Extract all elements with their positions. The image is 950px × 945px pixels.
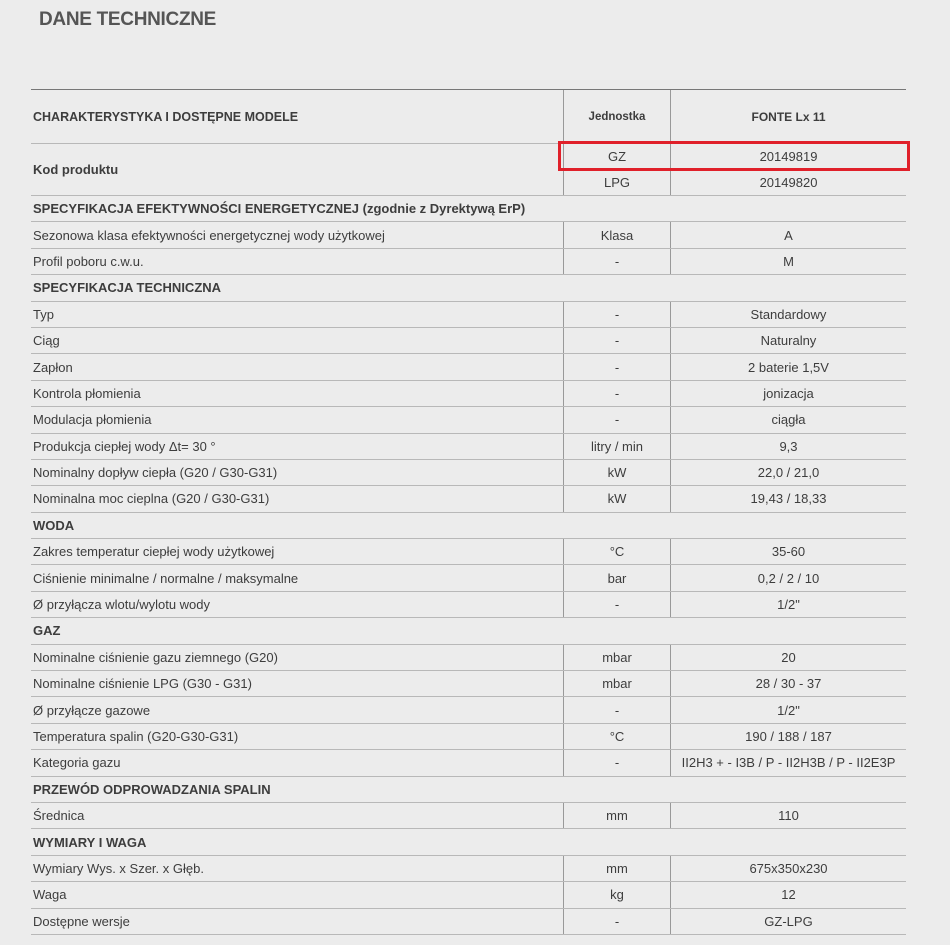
highlight-box [558, 141, 910, 171]
table-header [31, 90, 906, 144]
section-title: PRZEWÓD ODPROWADZANIA SPALIN [33, 781, 271, 797]
row-unit: - [563, 697, 670, 722]
row-label: Kontrola płomienia [33, 385, 141, 401]
row-unit: mbar [563, 645, 670, 670]
row-value: 22,0 / 21,0 [670, 460, 906, 485]
row-unit: mm [563, 856, 670, 881]
row-value: 9,3 [670, 434, 906, 459]
row-label: Średnica [33, 808, 85, 824]
section-title: WYMIARY I WAGA [33, 834, 147, 850]
row-value: Naturalny [670, 328, 906, 353]
row-value: 2 baterie 1,5V [670, 354, 906, 379]
page-title: DANE TECHNICZNE [39, 9, 217, 30]
row-unit: - [563, 750, 670, 775]
section-title: WODA [33, 517, 75, 533]
row-unit: - [563, 407, 670, 432]
row-label: Produkcja ciepłej wody Δt= 30 ° [33, 438, 216, 454]
row-unit: kW [563, 486, 670, 511]
row-label: Ciąg [33, 333, 60, 349]
row-value: 28 / 30 - 37 [670, 671, 906, 696]
row-unit: mm [563, 803, 670, 828]
row-label: Nominalne ciśnienie gazu ziemnego (G20) [33, 649, 278, 665]
row-value: 12 [670, 882, 906, 907]
product-code-value: 20149820 [670, 170, 906, 195]
table-row [31, 222, 906, 248]
section-header [31, 196, 906, 222]
header-unit: Jednostka [563, 90, 670, 143]
table-row [31, 328, 906, 354]
table-row [31, 697, 906, 723]
section-title: SPECYFIKACJA EFEKTYWNOŚCI ENERGETYCZNEJ (zgodnie z Dyrektywą ErP) [33, 201, 526, 217]
row-label: Modulacja płomienia [33, 412, 152, 428]
row-value: II2H3 + - I3B / P - II2H3B / P - II2E3P [670, 750, 906, 775]
table-row [31, 882, 906, 908]
table-row [31, 671, 906, 697]
row-value: A [670, 222, 906, 247]
row-label: Nominalna moc cieplna (G20 / G30-G31) [33, 491, 270, 507]
row-unit: - [563, 328, 670, 353]
section-header [31, 513, 906, 539]
table-row [31, 460, 906, 486]
row-value: 35-60 [670, 539, 906, 564]
table-row [31, 381, 906, 407]
row-unit: - [563, 354, 670, 379]
table-row [31, 803, 906, 829]
table-row [31, 592, 906, 618]
section-title: SPECYFIKACJA TECHNICZNA [33, 280, 222, 296]
row-unit: °C [563, 724, 670, 749]
table-row [31, 486, 906, 512]
row-unit: Klasa [563, 222, 670, 247]
row-unit: °C [563, 539, 670, 564]
row-label: Wymiary Wys. x Szer. x Głęb. [33, 860, 204, 876]
row-label: Zakres temperatur ciepłej wody użytkowej [33, 544, 275, 560]
row-unit: litry / min [563, 434, 670, 459]
row-label: Nominalne ciśnienie LPG (G30 - G31) [33, 676, 252, 692]
row-label: Temperatura spalin (G20-G30-G31) [33, 729, 239, 744]
row-label: Typ [33, 306, 54, 322]
table-row [31, 565, 906, 591]
row-label: Nominalny dopływ ciepła (G20 / G30-G31) [33, 465, 278, 481]
row-unit: kW [563, 460, 670, 485]
row-unit: - [563, 249, 670, 274]
row-value: jonizacja [670, 381, 906, 406]
table-row [31, 539, 906, 565]
product-code-unit: GZ [563, 144, 670, 169]
section-header [31, 777, 906, 803]
row-label: Profil poboru c.w.u. [33, 253, 144, 269]
product-code-unit: LPG [563, 170, 670, 195]
table-row [31, 909, 906, 935]
row-value: 110 [670, 803, 906, 828]
row-value: 1/2" [670, 592, 906, 617]
table-row [31, 407, 906, 433]
row-value: M [670, 249, 906, 274]
row-unit: kg [563, 882, 670, 907]
row-label: Zapłon [33, 359, 73, 375]
row-value: 1/2" [670, 697, 906, 722]
table-row [31, 249, 906, 275]
spec-table [31, 89, 906, 935]
row-value: GZ-LPG [670, 909, 906, 934]
row-value: 675x350x230 [670, 856, 906, 881]
row-value: 19,43 / 18,33 [670, 486, 906, 511]
row-value: Standardowy [670, 302, 906, 327]
row-value: 190 / 188 / 187 [670, 724, 906, 749]
row-label: Kategoria gazu [33, 755, 121, 771]
row-unit: - [563, 381, 670, 406]
product-code-row-lpg [563, 170, 906, 195]
table-row [31, 645, 906, 671]
header-characteristic: CHARAKTERYSTYKA I DOSTĘPNE MODELE [33, 109, 299, 124]
row-unit: mbar [563, 671, 670, 696]
row-label: Dostępne wersje [33, 913, 130, 929]
row-value: ciągła [670, 407, 906, 432]
table-row [31, 750, 906, 776]
table-row [31, 302, 906, 328]
table-row [31, 434, 906, 460]
table-row [31, 354, 906, 380]
sections-container [31, 196, 906, 935]
row-label: Waga [33, 887, 67, 903]
section-header [31, 618, 906, 644]
row-unit: - [563, 592, 670, 617]
table-row [31, 856, 906, 882]
row-label: Ø przyłącze gazowe [33, 702, 151, 718]
section-header [31, 829, 906, 855]
product-code-label: Kod produktu [33, 162, 119, 177]
row-unit: - [563, 909, 670, 934]
row-value: 20 [670, 645, 906, 670]
table-row [31, 724, 906, 750]
product-code-value: 20149819 [670, 144, 906, 169]
section-header [31, 275, 906, 301]
header-model: FONTE Lx 11 [670, 90, 906, 143]
row-label: Sezonowa klasa efektywności energetycznej wody użytkowej [33, 227, 385, 243]
row-value: 0,2 / 2 / 10 [670, 565, 906, 590]
row-label: Ciśnienie minimalne / normalne / maksymalne [33, 570, 299, 586]
section-title: GAZ [33, 623, 61, 639]
row-label: Ø przyłącza wlotu/wylotu wody [33, 597, 211, 613]
row-unit: bar [563, 565, 670, 590]
row-unit: - [563, 302, 670, 327]
